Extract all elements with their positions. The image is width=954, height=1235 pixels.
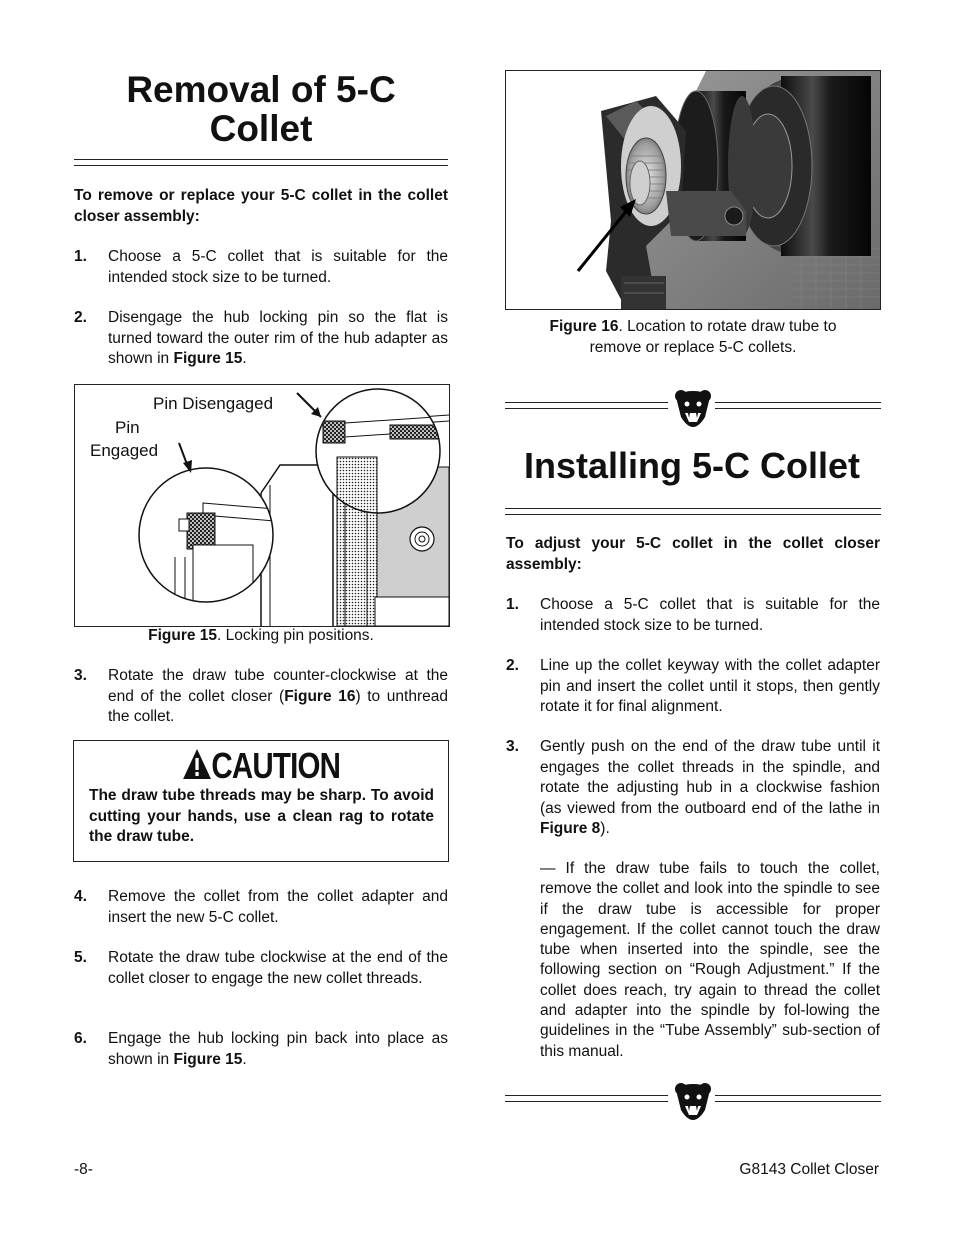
step-text-b: . [242,350,247,367]
step-number: 3. [506,738,519,755]
section-title-line1: Removal of 5-C [126,69,396,110]
caution-heading [108,745,415,787]
title-rule [74,159,448,166]
step-text: Choose a 5-C collet that is suitable for the intended stock size to be turned. [540,596,880,634]
figure-ref: Figure 16 [284,687,356,705]
figure-ref: Figure 8 [540,820,601,837]
step-text-b: ). [600,820,610,837]
caution-title-text: CAUTION [211,745,341,786]
removal-intro: To remove or replace your 5-C collet in the collet closer assembly: [74,187,448,225]
step-text-a: Rotate the draw tube counter-clockwise at the end of the collet closer ( [108,667,448,705]
figure-ref: Figure 15 [173,350,243,367]
section-title-installing: Installing 5-C Collet [523,445,861,486]
label-pin: Pin [115,418,140,437]
step-text [108,666,448,728]
step-text: Rotate the draw tube clockwise at the end of the collet closer to engage the new collet threads. [108,949,448,987]
step-number: 4. [74,888,87,905]
step-number: 1. [506,596,519,613]
label-engaged: Engaged [90,441,159,460]
warning-triangle-icon [182,748,212,780]
step-text-a: Disengage the hub locking pin so the flat is turned toward the outer rim of the hub adapter as shown in [108,309,448,367]
title-rule [505,508,881,515]
draw-tube-photo [506,71,880,309]
step-number: 1. [74,248,87,265]
bear-logo-icon [673,387,713,429]
step-text-b: . [242,1050,247,1068]
step-number: 6. [74,1030,87,1047]
page-number: -8- [74,1161,93,1178]
caption-text: . Locking pin positions. [217,627,374,644]
document-title: G8143 Collet Closer [739,1161,879,1178]
step-text-a: Engage the hub locking pin back into place as shown in [108,1030,448,1068]
installing-note: — If the draw tube fails to touch the collet, remove the collet and look into the spindle to see if the draw tube is accessible for proper engagement. If the collet cannot touch the draw tube when inserted into the spindle, see the following section on “Rough Adjustment.” If the collet does reach, try again to thread the collet and adapter into the spindle by fol-lowing the guidelines in the “Tube Assembly” sub-section of this manual. [540,860,880,1060]
step-text [540,737,880,840]
step-text-b: ) to unthread the collet. [108,687,448,725]
bottom-divider [505,1078,881,1123]
step-text: Line up the collet keyway with the collet adapter pin and insert the collet until it stops, then gently rotate it for final alignment. [540,657,880,715]
figure-16-caption [525,317,861,358]
caption-ref: Figure 16 [549,318,619,335]
step-text [108,1029,448,1070]
figure-ref: Figure 15 [173,1050,243,1068]
caution-text: The draw tube threads may be sharp. To avoid cutting your hands, use a clean rag to rotate the draw tube. [89,787,434,845]
label-pin-disengaged: Pin Disengaged [153,394,274,413]
figure-16 [505,70,881,310]
bear-logo-icon [673,1080,713,1122]
step-number: 2. [74,309,87,326]
section-title-removal [74,70,448,148]
caution-box [73,740,449,862]
step-number: 5. [74,949,87,966]
step-text [108,308,448,370]
step-text: Remove the collet from the collet adapter and insert the new 5-C collet. [108,888,448,926]
caption-ref: Figure 15 [148,627,218,644]
step-text-a: Gently push on the end of the draw tube until it engages the collet threads in the spindle, and rotate the adjusting hub in a clockwise fashion (as viewed from the outboard end of the lathe in [540,738,880,817]
installing-intro: To adjust your 5-C collet in the collet closer assembly: [506,535,880,573]
figure-15-caption [74,626,448,647]
section-title-line2: Collet [209,108,313,149]
step-number: 3. [74,667,87,684]
step-number: 2. [506,657,519,674]
figure-15 [74,384,450,627]
caption-text: . Location to rotate draw tube to remove or replace 5-C collets. [589,318,837,356]
step-text: Choose a 5-C collet that is suitable for the intended stock size to be turned. [108,248,448,286]
section-divider [505,385,881,430]
